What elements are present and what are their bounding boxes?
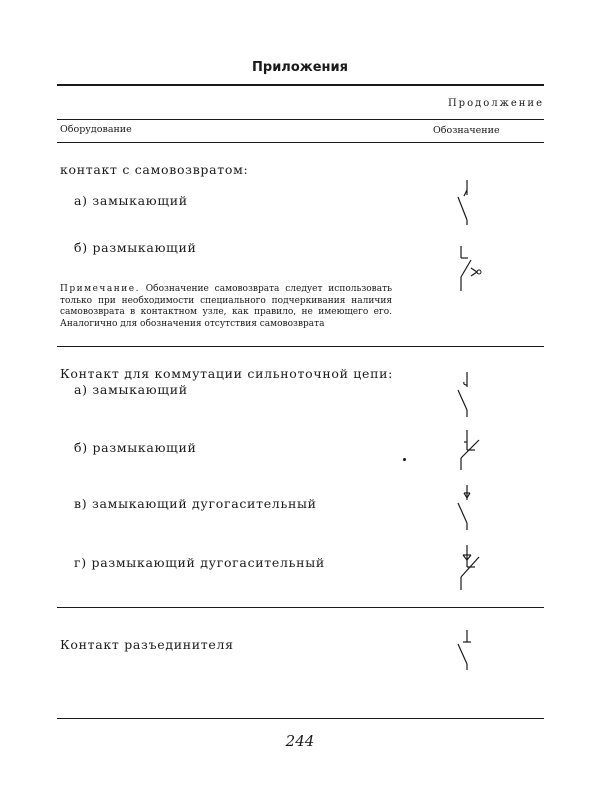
section-title-self-return-contact: контакт с самовозвратом: [60, 162, 249, 177]
note-label: Примечание. [60, 284, 140, 294]
disconnector-contact-symbol [455, 630, 475, 670]
item-opening-arc-quenching: г) размыкающий дугогасительный [74, 555, 325, 570]
opening-arc-quenching-symbol [455, 545, 485, 590]
footer-rule [57, 718, 544, 719]
section-divider-2 [57, 607, 544, 608]
closing-high-current-symbol [455, 372, 475, 417]
closing-self-return-symbol [455, 180, 475, 225]
section-title-disconnector-contact: Контакт разъединителя [60, 637, 234, 652]
page-number: 244 [285, 732, 315, 750]
section-title-high-current-contact: Контакт для коммутации сильноточной цепи: [60, 366, 394, 381]
note-paragraph [60, 284, 392, 330]
column-header-designation: Обозначение [433, 125, 500, 136]
item-closing-high-current: а) замыкающий [74, 382, 188, 397]
opening-self-return-symbol [455, 246, 485, 291]
table-header-bottom-rule [57, 142, 544, 143]
table-header-top-rule [57, 119, 544, 120]
page-header-title: Приложения [252, 60, 348, 75]
closing-arc-quenching-symbol [455, 485, 475, 530]
item-opening-high-current: б) размыкающий [74, 440, 197, 455]
header-rule [57, 84, 544, 86]
section-divider-1 [57, 346, 544, 347]
item-closing-arc-quenching: в) замыкающий дугогасительный [74, 496, 317, 511]
item-opening: б) размыкающий [74, 240, 197, 255]
opening-high-current-symbol [455, 430, 485, 470]
print-speck [403, 458, 406, 461]
item-closing: а) замыкающий [74, 193, 188, 208]
continuation-label: Продолжение [447, 98, 544, 109]
column-header-equipment: Оборудование [60, 124, 132, 135]
note-text: Обозначение самовозврата следует использовать только при необходимости специального подчеркивания наличия самовозврата в контактном узле, как правило, не имеющего его. Аналогично для обозначения отсутствия самовозврата [60, 284, 392, 329]
